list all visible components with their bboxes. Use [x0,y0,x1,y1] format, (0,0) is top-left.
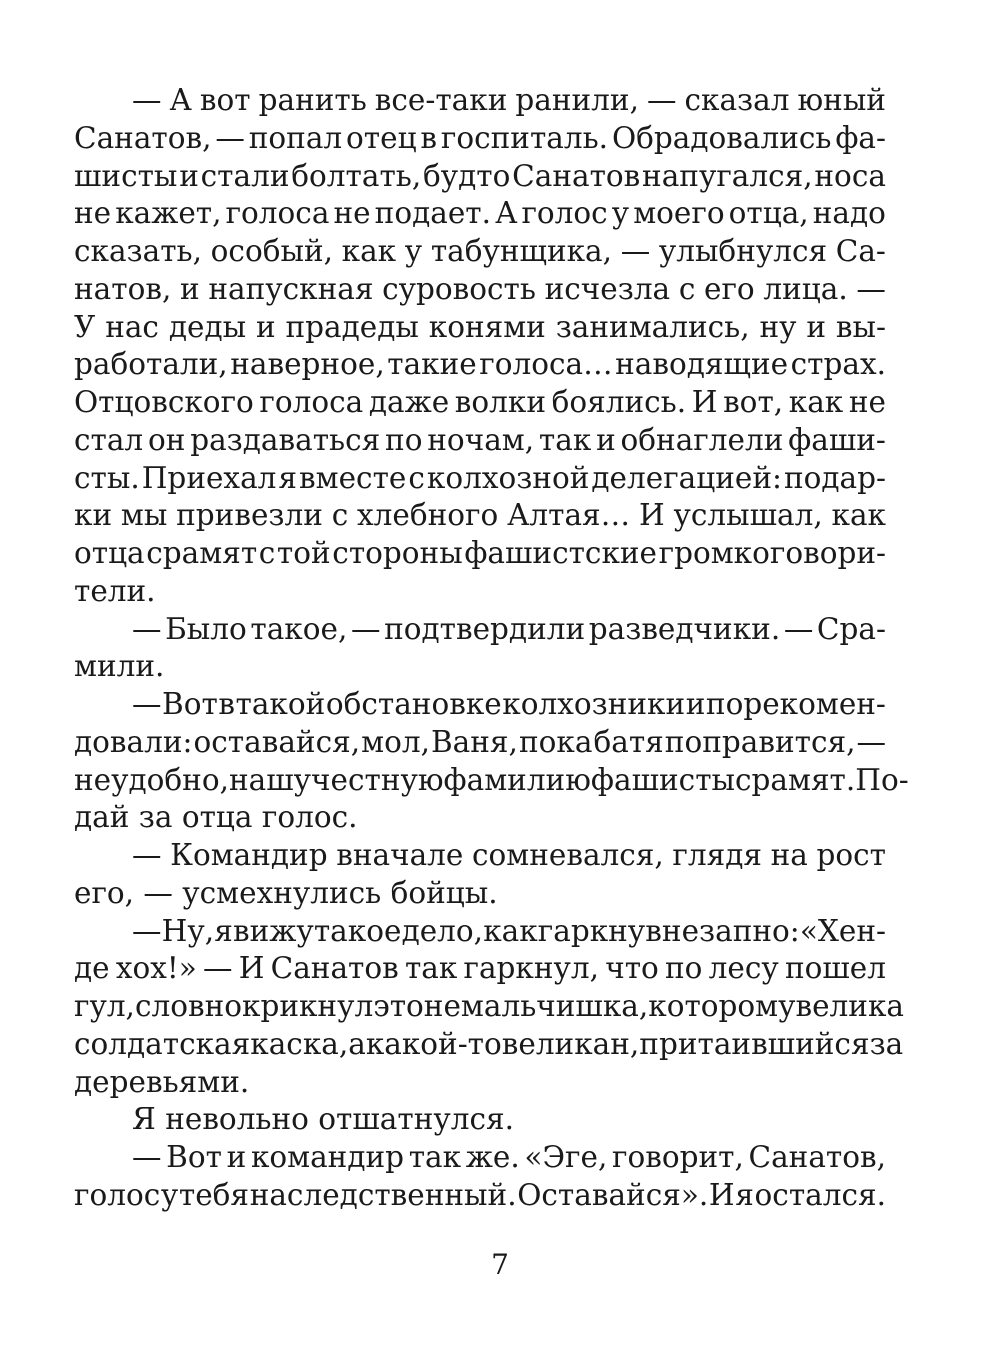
word: не [423,989,461,1023]
text-line [74,762,909,800]
word: Сра- [816,611,886,646]
word: наводящие [615,347,789,382]
line-text: его, — усмехнулись бойцы. [74,875,498,910]
word: улыбнулся [658,234,828,268]
word: солдатская [74,1026,251,1061]
word: вместе [299,460,407,495]
text-line [74,158,886,196]
word: внезапно: [645,913,800,948]
word: привезли [176,498,323,533]
text-line [74,384,886,422]
word: гаркну [537,913,646,948]
word: фашистские [464,536,657,570]
word: с [331,498,349,533]
word: голоса [259,385,364,419]
word: сомневался, [471,838,664,872]
word: отец [346,120,417,155]
text-line [74,686,886,724]
word: И [691,385,718,419]
word: шисты [74,158,178,193]
word: особый, [210,234,333,268]
word: Санатов, [748,1140,886,1174]
word: — [132,83,162,117]
word: командир [250,1140,405,1174]
word: подтвердили [384,611,586,646]
word: велика [795,989,904,1023]
word: стал [74,422,144,457]
word: хох!» [115,951,197,986]
word: надо [812,196,886,231]
word: исчезла [544,271,671,306]
text-line [74,460,886,498]
word: напускная [208,271,374,306]
text-line [74,195,886,233]
word: отца, [728,196,809,231]
word: И [708,1177,735,1212]
word: Санатов [270,951,399,986]
word: будто [423,158,511,193]
word: ранить [258,83,367,117]
word: тебя [178,1177,250,1212]
word: сказал [684,83,790,117]
word: порекомен- [705,687,886,721]
word: такое, [250,611,348,646]
text-line [74,1101,886,1139]
word: пока [518,724,593,759]
word: По- [855,762,909,797]
word: занимались, [555,309,750,344]
word: остался. [754,1177,886,1212]
text-line [74,346,886,384]
word: ранили, [515,83,639,117]
word: «Хен- [799,913,886,948]
word: и [179,158,199,193]
word: вот, [723,385,784,419]
word: батя [593,724,664,759]
word: ночам, [427,422,535,457]
word: Алтая… [507,498,631,533]
word: отца [74,536,145,570]
word: Санатов [512,158,641,193]
word: лица. [763,271,848,306]
word: А [169,83,192,117]
word: в [218,687,235,721]
word: фамилию [443,762,591,797]
word: — [783,611,814,646]
text-line [74,535,886,573]
word: — [646,83,677,117]
word: крикнул [242,989,374,1023]
text-line [74,724,886,762]
word: которому [648,989,796,1023]
word: гул, [74,989,135,1023]
word: я [735,1177,754,1212]
word: как [831,498,886,533]
word: у [404,234,423,268]
word: как [483,913,538,948]
word: в [420,120,438,155]
word: срамят. [735,762,856,797]
text-line [74,837,886,875]
word: стали [200,158,290,193]
word: по [385,422,423,457]
text-line [74,1139,886,1177]
word: раздаваться [190,422,381,457]
word: за [869,1026,904,1061]
text-line [74,120,886,158]
word: неудобно, [74,762,229,797]
word: мол, [361,724,430,759]
text-line [74,422,886,460]
word: — [202,951,233,986]
word: волки [454,385,547,419]
word: подар- [783,460,886,495]
word: Обрадовались [611,120,832,155]
word: такие [387,347,477,382]
word: — [620,234,651,268]
word: громкоговори- [658,536,886,570]
word: сказать, [74,234,202,268]
word: я [278,460,298,495]
word: напугался, [642,158,813,193]
word: лесу [708,951,779,986]
word: вот [199,83,251,117]
word: А [495,196,518,231]
word: — [215,120,245,155]
word: мальчишка, [460,989,649,1023]
text-line [74,233,886,271]
word: глядя [672,838,762,872]
word: вижу [232,913,314,948]
word: У [74,309,96,344]
word: нас [105,309,159,344]
word: обстановке [325,687,502,721]
word: колхозники [502,687,686,721]
word: — [132,687,162,721]
word: — [132,913,162,948]
line-text: деревьями. [74,1064,250,1099]
word: с [408,460,425,495]
word: такой [235,687,326,721]
word: честную [311,762,444,797]
text-line [74,988,904,1026]
text-line [74,799,886,837]
word: — [350,611,381,646]
word: это [373,989,424,1023]
word: с [678,271,696,306]
word: Было [165,611,247,646]
word: голоса… [479,347,613,382]
word: суровость [382,271,536,306]
word: носа [814,158,886,193]
line-text: мили. [74,649,165,684]
word: каска, [250,1026,349,1061]
word: не [848,385,886,419]
word: «Эге, [524,1140,608,1174]
word: натов, [74,271,172,306]
text-line [74,1177,886,1215]
word: услышал, [673,498,823,533]
text-line [74,1026,904,1064]
word: поправится, [664,724,856,759]
word: обнаглели [620,422,784,457]
word: юный [797,83,886,117]
word: прадеды [285,309,419,344]
word: табунщика, [430,234,613,268]
word: Приехал [141,460,277,495]
word: хлебного [357,498,499,533]
line-text: дай за отца голос. [74,800,358,835]
word: — [856,271,886,306]
word: оставайся, [193,724,361,759]
text-line [74,913,886,951]
word: даже [368,385,450,419]
word: разведчики. [588,611,781,646]
word: вначале [336,838,464,872]
line-text: Я невольно отшатнулся. [132,1102,514,1137]
word: а [348,1026,366,1061]
word: де [74,951,110,986]
word: стороны [332,536,463,570]
word: так [538,422,592,457]
text-line [74,497,886,535]
text-line [74,648,886,686]
word: — [132,838,162,872]
word: он [147,422,186,457]
word: его [704,271,755,306]
word: Вот [162,687,218,721]
word: вы- [835,309,886,344]
body-text [74,82,909,1215]
word: гаркнул, [463,951,600,986]
word: и [226,1140,247,1174]
word: срамят [146,536,258,570]
word: у [160,1177,179,1212]
word: так [408,1140,462,1174]
word: же. [465,1140,520,1174]
text-line [74,950,886,988]
word: попал [248,120,343,155]
word: нашу [228,762,312,797]
text-line [74,1064,886,1102]
word: так [404,951,458,986]
text-line [74,573,886,611]
text-line [74,611,886,649]
text-line [74,875,886,913]
word: Оставайся». [517,1177,709,1212]
word: боялись. [551,385,687,419]
word: как [341,234,397,268]
word: сты. [74,460,140,495]
word: моего [633,196,725,231]
word: конями [428,309,546,344]
word: госпиталь. [440,120,609,155]
word: у [611,196,630,231]
word: работали, [74,347,228,382]
word: И [238,951,265,986]
word: с [258,536,276,570]
word: ну [759,309,797,344]
word: как [788,385,844,419]
word: — [856,724,886,759]
word: деды [168,309,247,344]
word: довали: [74,724,193,759]
word: и [806,309,827,344]
word: наверное, [230,347,385,382]
word: и [685,687,706,721]
word: той [276,536,331,570]
word: пошел [784,951,886,986]
word: на [770,838,808,872]
word: и [180,271,200,306]
word: по [665,951,703,986]
word: И [638,498,665,533]
word: рост [816,838,886,872]
word: притаившийся [639,1026,870,1061]
word: Вот [166,1140,222,1174]
word: не [74,196,112,231]
word: великан, [501,1026,640,1061]
word: страх. [790,347,886,382]
word: такое [313,913,402,948]
word: болтать, [291,158,422,193]
word: Санатов, [74,120,212,155]
word: наследственный. [249,1177,517,1212]
word: фа- [835,120,886,155]
word: — [132,611,162,646]
word: голоса [225,196,330,231]
word: голос [74,1177,161,1212]
word: какой-то [365,1026,502,1061]
word: и [255,309,276,344]
word: подает. [374,196,491,231]
word: ки [74,498,113,533]
word: все-таки [374,83,508,117]
word: Ну, [161,913,215,948]
word: словно [134,989,242,1023]
text-line [74,82,886,120]
word: что [605,951,659,986]
word: я [214,913,233,948]
word: не [333,196,371,231]
word: — [132,1140,162,1174]
word: Ваня, [431,724,518,759]
word: мы [120,498,168,533]
word: фашисты [590,762,735,797]
line-text: тели. [74,573,156,608]
text-line [74,271,886,309]
word: делегацией: [591,460,782,495]
text-line [74,309,886,347]
word: голос [521,196,608,231]
word: фаши- [788,422,886,457]
word: кажет, [115,196,222,231]
word: Са- [835,234,886,268]
word: колхозной [426,460,590,495]
word: и [596,422,616,457]
page-number: 7 [491,1248,509,1281]
word: дело, [401,913,484,948]
word: Командир [170,838,328,872]
word: говорит, [612,1140,744,1174]
word: Отцовского [74,385,254,419]
